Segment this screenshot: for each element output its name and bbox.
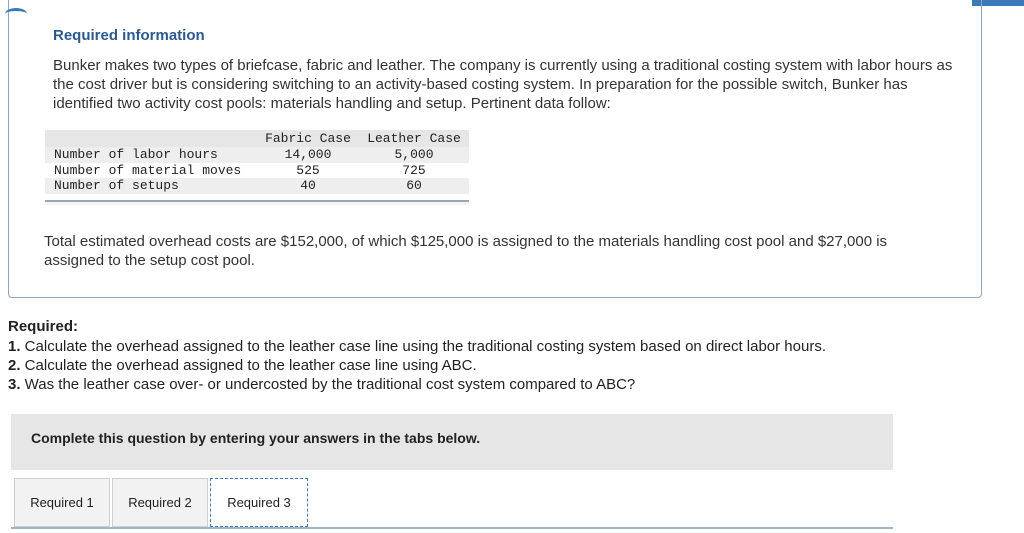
row-label: Number of setups bbox=[54, 178, 179, 194]
required-item bbox=[8, 356, 1008, 375]
required-item-text: Calculate the overhead assigned to the leather case line using the traditional costing system based on direct labor hours. bbox=[20, 338, 826, 355]
row-label: Number of labor hours bbox=[54, 147, 218, 163]
required-item-number: 1. bbox=[8, 338, 21, 355]
fabric-value: 525 bbox=[296, 162, 320, 178]
panel-corner-icon bbox=[5, 8, 27, 20]
table-header bbox=[45, 130, 469, 147]
table-bottom-border bbox=[45, 200, 469, 205]
overhead-paragraph: Total estimated overhead costs are $152,000, of which $125,000 is assigned to the materials handling cost pool and $27,000 is assigned to the setup cost pool. bbox=[44, 233, 888, 269]
tab-required-3[interactable]: Required 3 bbox=[210, 478, 308, 527]
info-title: Required information bbox=[53, 27, 205, 44]
instruction-panel bbox=[11, 414, 893, 470]
required-item bbox=[8, 375, 1008, 394]
header-fabric-case: Fabric Case bbox=[265, 131, 351, 146]
leather-value: 5,000 bbox=[394, 147, 434, 163]
table-row bbox=[45, 163, 469, 179]
instruction-text: Complete this question by entering your answers in the tabs below. bbox=[31, 430, 481, 446]
fabric-value: 40 bbox=[300, 178, 316, 194]
cost-driver-table bbox=[45, 130, 469, 194]
intro-paragraph: Bunker makes two types of briefcase, fabric and leather. The company is currently using a traditional costing system with labor hours as the cost driver but is considering switching to an activity-based costing system. In preparation for the possible switch, Bunker has identified two activity cost pools: materials handling and setup. Pertinent data follow: bbox=[53, 57, 953, 112]
required-item bbox=[8, 337, 1008, 356]
required-item-text: Calculate the overhead assigned to the leather case line using ABC. bbox=[20, 357, 477, 374]
leather-value: 725 bbox=[402, 162, 426, 178]
tab-underline bbox=[11, 527, 893, 529]
answer-tabs bbox=[11, 478, 893, 530]
row-label: Number of material moves bbox=[54, 162, 242, 178]
required-list bbox=[8, 337, 1008, 394]
fabric-value: 14,000 bbox=[284, 147, 332, 163]
header-leather-case: Leather Case bbox=[367, 131, 461, 146]
tab-required-1[interactable]: Required 1 bbox=[14, 478, 110, 527]
required-item-number: 3. bbox=[8, 376, 21, 393]
table-row bbox=[45, 178, 469, 194]
tab-required-2[interactable]: Required 2 bbox=[112, 478, 208, 527]
table-row bbox=[45, 147, 469, 163]
required-item-number: 2. bbox=[8, 357, 21, 374]
leather-value: 60 bbox=[406, 178, 422, 194]
required-heading: Required: bbox=[8, 318, 79, 335]
required-item-text: Was the leather case over- or undercosted by the traditional cost system compared to ABC? bbox=[20, 376, 636, 393]
